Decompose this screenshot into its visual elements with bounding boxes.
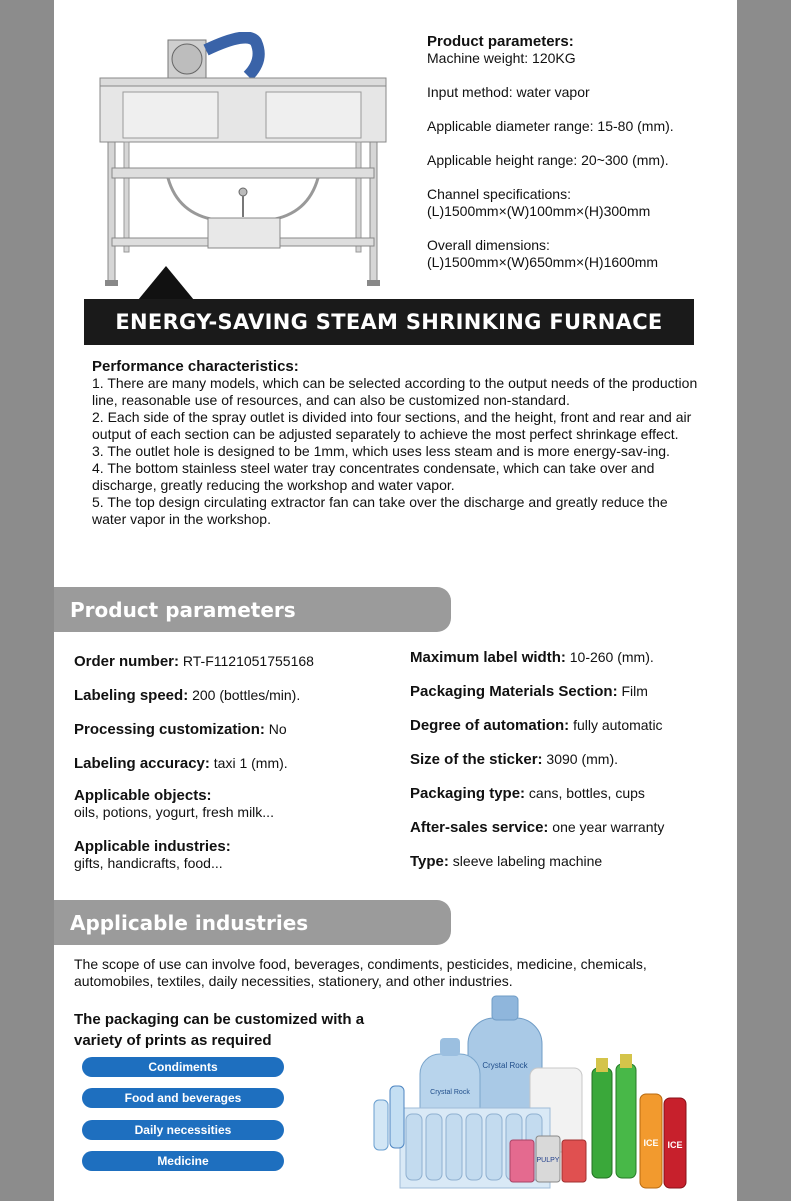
performance-item: 1. There are many models, which can be selected according to the output needs of the production line, reasonable use of resources, and can also be customized non-standard. [92, 375, 698, 408]
parameters-title: Product parameters: [427, 33, 574, 50]
jug-label: Crystal Rock [430, 1089, 470, 1096]
spec-order-number: Order number: RT-F1121051755168 [74, 653, 314, 670]
steam-shrink-furnace-image [98, 32, 388, 294]
param-weight: Machine weight: 120KG [427, 50, 576, 66]
param-overall-value: (L)1500mm×(W)650mm×(H)1600mm [427, 254, 659, 270]
machine-parameters [427, 33, 727, 271]
spec-packaging-type: Packaging type: cans, bottles, cups [410, 785, 645, 802]
packaged-products-image [360, 990, 690, 1195]
spec-max-label-width: Maximum label width: 10-260 (mm). [410, 649, 654, 666]
param-diameter: Applicable diameter range: 15-80 (mm). [427, 118, 674, 134]
product-banner: ENERGY-SAVING STEAM SHRINKING FURNACE [84, 299, 694, 345]
ice-bottle-label: ICE [643, 1138, 659, 1148]
spec-automation: Degree of automation: fully automatic [410, 717, 663, 734]
category-food-and-beverages: Food and beverages [82, 1088, 284, 1108]
spec-packaging-materials: Packaging Materials Section: Film [410, 683, 648, 700]
category-medicine: Medicine [82, 1151, 284, 1171]
performance-item: 2. Each side of the spray outlet is divided into four sections, and the height, front and rear and air output of each section can be adjusted separately to achieve the most perfect shrinkage effect. [92, 409, 692, 442]
customization-note: The packaging can be customized with a variety of prints as required [74, 1011, 365, 1049]
performance-title: Performance characteristics: [92, 358, 299, 375]
spec-sticker-size: Size of the sticker: 3090 (mm). [410, 751, 619, 768]
performance-characteristics [92, 358, 702, 528]
performance-item: 4. The bottom stainless steel water tray concentrates condensate, which can take over and discharge, greatly reducing the workshop and water vapor. [92, 460, 655, 493]
spec-applicable-objects: Applicable objects: oils, potions, yogurt, fresh milk... [74, 787, 274, 820]
applicable-industries-header: Applicable industries [54, 900, 451, 945]
spec-applicable-industries: Applicable industries: gifts, handicrafts, food... [74, 838, 231, 871]
ice-bottle-label: ICE [667, 1140, 683, 1150]
category-daily-necessities: Daily necessities [82, 1120, 284, 1140]
param-input-method: Input method: water vapor [427, 84, 590, 100]
param-height: Applicable height range: 20~300 (mm). [427, 152, 669, 168]
param-channel-label: Channel specifications: [427, 186, 571, 202]
category-condiments: Condiments [82, 1057, 284, 1077]
spec-processing-customization: Processing customization: No [74, 721, 287, 738]
param-overall-label: Overall dimensions: [427, 237, 550, 253]
scope-of-use: The scope of use can involve food, beverages, condiments, pesticides, medicine, chemicals, automobiles, textiles, daily necessities, stationery, and other industries. [74, 956, 647, 989]
spec-labeling-accuracy: Labeling accuracy: taxi 1 (mm). [74, 755, 288, 772]
param-channel-value: (L)1500mm×(W)100mm×(H)300mm [427, 203, 651, 219]
product-page [54, 0, 737, 1201]
spec-after-sales: After-sales service: one year warranty [410, 819, 665, 836]
spec-type: Type: sleeve labeling machine [410, 853, 603, 870]
banner-pointer [138, 266, 194, 300]
performance-item: 5. The top design circulating extractor fan can take over the discharge and greatly reduce the water vapor in the workshop. [92, 494, 668, 527]
product-parameters-header: Product parameters [54, 587, 451, 632]
jug-label: Crystal Rock [482, 1061, 528, 1070]
performance-item: 3. The outlet hole is designed to be 1mm, which uses less steam and is more energy-sav-ing. [92, 443, 670, 459]
can-label: PULPY [536, 1157, 560, 1164]
spec-labeling-speed: Labeling speed: 200 (bottles/min). [74, 687, 301, 704]
